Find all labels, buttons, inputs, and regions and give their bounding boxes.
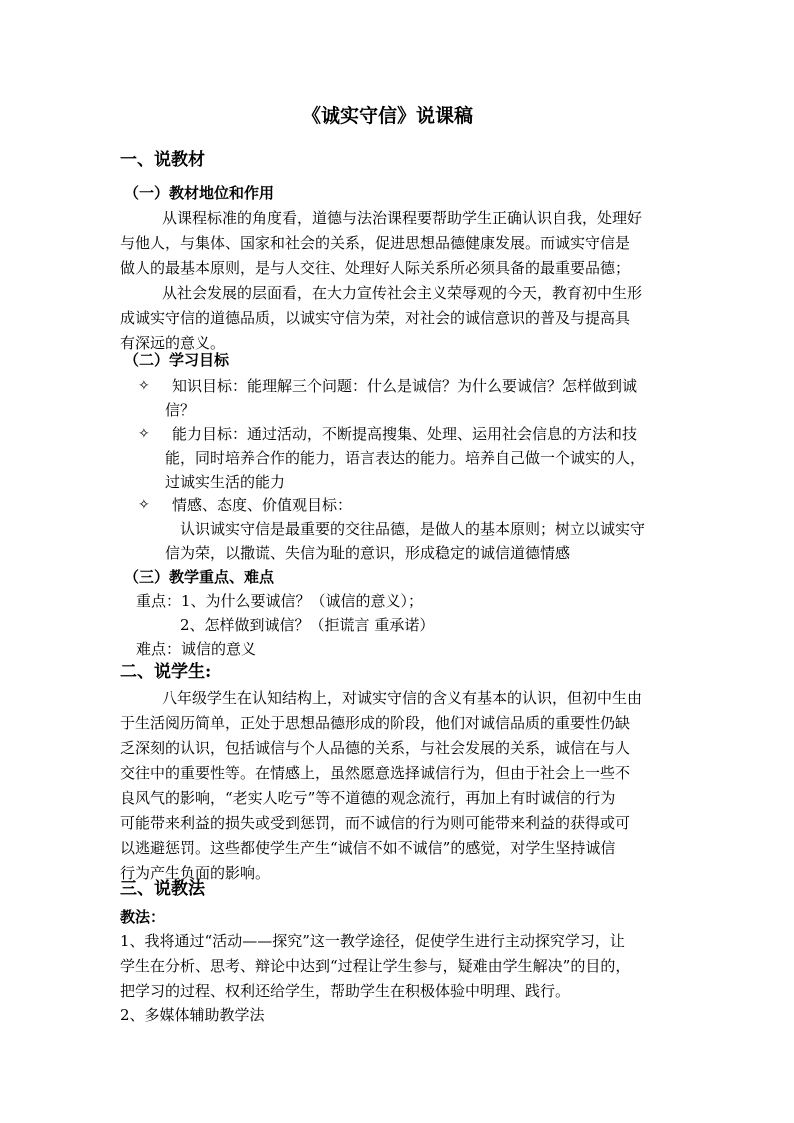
goal-line: 知识目标：能理解三个问题：什么是诚信？为什么要诚信？怎样做到诚 xyxy=(172,377,638,395)
goal-line: 情感、态度、价值观目标： xyxy=(172,496,353,514)
section-heading-students: 二、说学生: xyxy=(120,662,212,682)
method-line: 1、我将通过“活动——探究”这一教学途径，促使学生进行主动探究学习，让 xyxy=(120,932,625,950)
goal-line: 能，同时培养合作的能力，语言表达的能力。培养自己做一个诚实的人， xyxy=(165,449,646,467)
paragraph-line: 从社会发展的层面看，在大力宣传社会主义荣辱观的今天，教育初中生形 xyxy=(162,284,643,302)
paragraph-line: 于生活阅历简单，正处于思想品德形成的阶段，他们对诚信品质的重要性仍缺 xyxy=(120,714,631,732)
paragraph-line: 有深远的意义。 xyxy=(120,334,226,352)
key-point-2: 2、怎样做到诚信？（拒谎言 重承诺） xyxy=(180,616,435,634)
methods-subheading: 教法： xyxy=(120,908,166,926)
method-line: 2、多媒体辅助教学法 xyxy=(120,1006,265,1024)
goal-line: 信？ xyxy=(165,401,196,419)
paragraph-line: 行为产生负面的影响。 xyxy=(120,864,271,882)
method-line: 学生在分析、思考、辩论中达到“过程让学生参与，疑难由学生解决”的目的， xyxy=(120,957,631,975)
subheading-key-points: （三）教学重点、难点 xyxy=(124,568,275,586)
paragraph-line: 八年级学生在认知结构上，对诚实守信的含义有基本的认识，但初中生由 xyxy=(162,689,643,707)
goal-line: 信为荣，以撒谎、失信为耻的意识，形成稳定的诚信道德情感 xyxy=(165,544,571,562)
paragraph-line: 良风气的影响，“老实人吃亏”等不道德的观念流行，再加上有时诚信的行为 xyxy=(120,789,616,807)
goal-line: 能力目标：通过活动，不断提高搜集、处理、运用社会信息的方法和技 xyxy=(172,425,638,443)
section-heading-textbook: 一、说教材 xyxy=(120,150,205,170)
paragraph-line: 从课程标准的角度看，道德与法治课程要帮助学生正确认识自我，处理好 xyxy=(162,209,643,227)
goal-line: 认识诚实守信是最重要的交往品德，是做人的基本原则；树立以诚实守 xyxy=(180,520,646,538)
difficult-point: 难点：诚信的意义 xyxy=(136,640,257,658)
diamond-bullet-icon: ✧ xyxy=(138,426,150,442)
diamond-bullet-icon: ✧ xyxy=(138,497,150,513)
subheading-position-role: （一）教材地位和作用 xyxy=(124,184,275,202)
subheading-learning-goals: （二）学习目标 xyxy=(124,351,230,369)
method-line: 把学习的过程、权利还给学生，帮助学生在积极体验中明理、践行。 xyxy=(120,982,571,1000)
paragraph-line: 以逃避惩罚。这些都使学生产生“诚信不如不诚信”的感觉，对学生坚持诚信 xyxy=(120,839,616,857)
key-point-1: 重点：1、为什么要诚信？（诚信的意义）； xyxy=(136,592,424,610)
paragraph-line: 可能带来利益的损失或受到惩罚，而不诚信的行为则可能带来利益的获得或可 xyxy=(120,814,631,832)
paragraph-line: 与他人，与集体、国家和社会的关系，促进思想品德健康发展。而诚实守信是 xyxy=(120,234,631,252)
section-heading-methods: 三、说教法 xyxy=(120,879,205,899)
paragraph-line: 交往中的重要性等。在情感上，虽然愿意选择诚信行为，但由于社会上一些不 xyxy=(120,764,631,782)
paragraph-line: 成诚实守信的道德品质，以诚实守信为荣，对社会的诚信意识的普及与提高具 xyxy=(120,309,631,327)
goal-line: 过诚实生活的能力 xyxy=(165,473,286,491)
paragraph-line: 做人的最基本原则，是与人交往、处理好人际关系所必须具备的最重要品德； xyxy=(120,259,631,277)
document-title: 《诚实守信》说课稿 xyxy=(302,105,474,127)
paragraph-line: 乏深刻的认识，包括诚信与个人品德的关系，与社会发展的关系，诚信在与人 xyxy=(120,739,631,757)
diamond-bullet-icon: ✧ xyxy=(138,378,150,394)
